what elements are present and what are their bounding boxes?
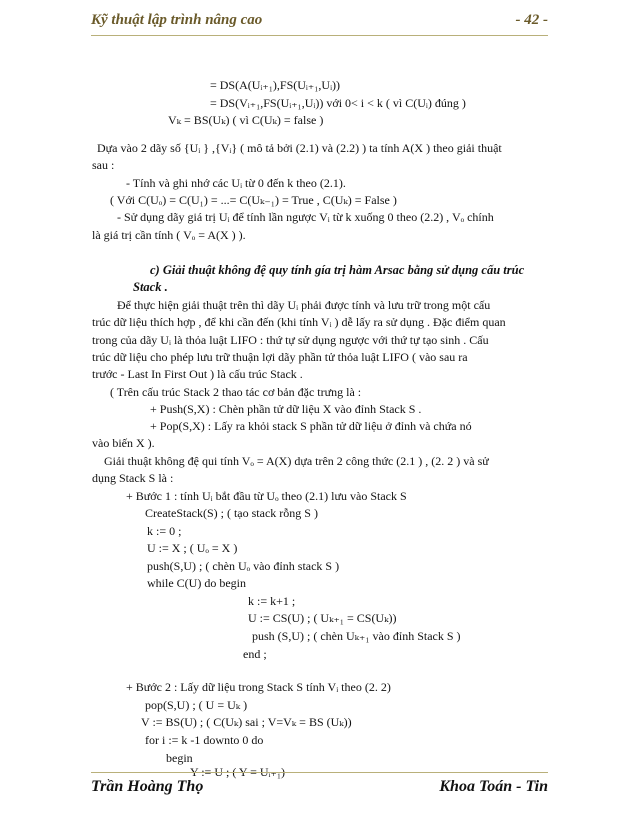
section-heading: c) Giải thuật không đệ quy tính gía trị hàm Arsac bằng sử dụng cấu trúc (150, 263, 525, 277)
text-line: + Bước 2 : Lấy dữ liệu trong Stack S tính Vᵢ theo (2. 2) (126, 680, 391, 694)
text-line: trước - Last In First Out ) là cấu trúc Stack . (92, 367, 303, 381)
text-line: Để thực hiện giải thuật trên thì dãy Uᵢ phải được tính và lưu trữ trong một cấu (117, 298, 491, 312)
footer-department: Khoa Toán - Tin (439, 778, 548, 795)
text-line: dụng Stack S là : (92, 471, 174, 485)
footer-rule (91, 772, 548, 773)
text-line: - Sử dụng dãy giá trị Uᵢ để tính lần ngược Vᵢ từ k xuống 0 theo (2.2) , Vₒ chính (117, 210, 494, 224)
code-line: Y := U ; ( Y = Uᵢ₊₁) (190, 765, 286, 779)
page-header (91, 12, 548, 34)
text-line: = DS(Vᵢ₊₁,FS(Uᵢ₊₁,Uᵢ)) với 0< i < k ( vì C(Uᵢ) đúng ) (210, 96, 466, 110)
code-line: U := X ; ( Uₒ = X ) (147, 541, 238, 555)
text-line: trúc dữ liệu cho phép lưu trữ thuận lợi dãy phần tử thỏa luật LIFO ( vào sau ra (92, 350, 468, 364)
code-line: k := k+1 ; (248, 594, 296, 608)
text-line: Dựa vào 2 dãy số {Uᵢ } ,{Vᵢ} ( mô tả bởi (2.1) và (2.2) ) ta tính A(X ) theo giải thuật (97, 141, 502, 155)
text-line: + Push(S,X) : Chèn phần tử dữ liệu X vào đỉnh Stack S . (150, 402, 422, 416)
text-line: + Bước 1 : tính Uᵢ bắt đầu từ Uₒ theo (2.1) lưu vào Stack S (126, 489, 407, 503)
text-line: trong của dãy Uᵢ là thỏa luật LIFO : thứ tự sử dụng ngược với thứ tự tạo sinh . Cấu (92, 333, 489, 347)
text-line: ( Trên cấu trúc Stack 2 thao tác cơ bản đặc trưng là : (110, 385, 362, 399)
code-line: while C(U) do begin (147, 576, 246, 590)
text-line: = DS(A(Uᵢ₊₁),FS(Uᵢ₊₁,Uᵢ)) (210, 78, 341, 92)
text-line: + Pop(S,X) : Lấy ra khỏi stack S phần tử dữ liệu ở đỉnh và chứa nó (150, 419, 472, 433)
text-line: sau : (92, 158, 115, 172)
code-line: begin (166, 751, 193, 765)
code-line: push (S,U) ; ( chèn Uₖ₊₁ vào đỉnh Stack S ) (252, 629, 461, 643)
code-line: for i := k -1 downto 0 do (145, 733, 264, 747)
code-line: pop(S,U) ; ( U = Uₖ ) (145, 698, 248, 712)
text-line: - Tính và ghi nhớ các Uᵢ từ 0 đến k theo (2.1). (126, 176, 346, 190)
footer-author: Trần Hoàng Thọ (91, 778, 204, 795)
code-line: k := 0 ; (147, 524, 182, 538)
text-line: trúc dữ liệu thích hợp , để khi cần đến (khi tính Vᵢ ) dễ lấy ra sử dụng . Đặc điểm quan (92, 315, 506, 329)
code-line: V := BS(U) ; ( C(Uₖ) sai ; V=Vₖ = BS (Uₖ)) (141, 715, 352, 729)
code-line: CreateStack(S) ; ( tạo stack rỗng S ) (145, 506, 318, 520)
header-title: Kỹ thuật lập trình nâng cao (91, 12, 263, 28)
page-number: - 42 - (515, 12, 548, 28)
section-heading: Stack . (133, 280, 168, 294)
text-line: là giá trị cần tính ( Vₒ = A(X ) ). (92, 228, 246, 242)
text-line: vào biến X ). (92, 436, 155, 450)
text-line: ( Với C(Uₒ) = C(U₁) = ...= C(Uₖ₋₁) = True , C(Uₖ) = False ) (110, 193, 397, 207)
text-line: Vₖ = BS(Uₖ) ( vì C(Uₖ) = false ) (168, 113, 324, 127)
code-line: U := CS(U) ; ( Uₖ₊₁ = CS(Uₖ)) (248, 611, 397, 625)
code-line: push(S,U) ; ( chèn Uₒ vào đỉnh stack S ) (147, 559, 340, 573)
header-rule (91, 35, 548, 36)
code-line: end ; (243, 647, 267, 661)
text-line: Giải thuật không đệ qui tính Vₒ = A(X) dựa trên 2 công thức (2.1 ) , (2. 2 ) và sử (104, 454, 489, 468)
